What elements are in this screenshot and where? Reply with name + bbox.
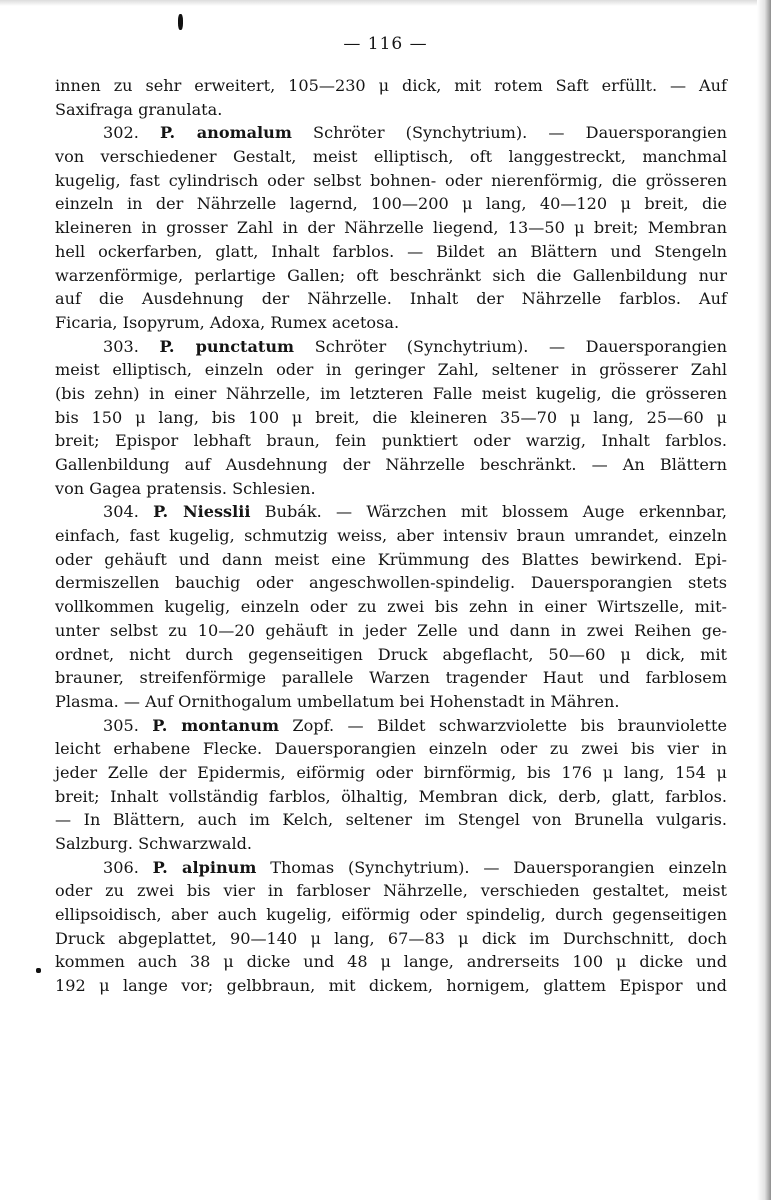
- text-line: 192 μ lange vor; gelbbraun, mit dickem, hornigem, glattem Epispor und: [55, 976, 727, 996]
- text-line: auf die Ausdehnung der Nährzelle. Inhalt der Nährzelle farblos. Auf: [55, 289, 727, 309]
- ink-speck: [36, 968, 41, 973]
- text-line: 304. P. Niesslii Bubák. — Wärzchen mit blossem Auge erkennbar,: [103, 502, 727, 522]
- text-line: Plasma. — Auf Ornithogalum umbellatum bei Hohenstadt in Mähren.: [55, 691, 620, 711]
- text-line: leicht erhabene Flecke. Dauersporangien einzeln oder zu zwei bis vier in: [55, 739, 727, 759]
- text-line: ellipsoidisch, aber auch kugelig, eiförmig oder spindelig, durch gegenseitigen: [55, 905, 727, 925]
- species-name: P. anomalum: [160, 123, 292, 143]
- ink-speck: [178, 14, 183, 30]
- text-line: ordnet, nicht durch gegenseitigen Druck abgeflacht, 50—60 μ dick, mit: [55, 644, 727, 664]
- text-line: kommen auch 38 μ dicke und 48 μ lange, andrerseits 100 μ dicke und: [55, 952, 727, 972]
- text-line: kugelig, fast cylindrisch oder selbst bohnen- oder nierenförmig, die grösseren: [55, 170, 727, 190]
- body-text: [55, 74, 727, 998]
- text-line: hell ockerfarben, glatt, Inhalt farblos. — Bildet an Blättern und Stengeln: [55, 241, 727, 261]
- text-line: Druck abgeplattet, 90—140 μ lang, 67—83 μ dick im Durchschnitt, doch: [55, 928, 727, 948]
- text-line: kleineren in grosser Zahl in der Nährzelle liegend, 13—50 μ breit; Membran: [55, 218, 727, 238]
- text-line: 305. P. montanum Zopf. — Bildet schwarzviolette bis braunviolette: [103, 715, 728, 735]
- species-name: P. alpinum: [152, 857, 257, 877]
- text-line: vollkommen kugelig, einzeln oder zu zwei bis zehn in einer Wirtszelle, mit-: [55, 597, 727, 617]
- species-name: P. montanum: [152, 715, 279, 735]
- text-line: breit; Inhalt vollständig farblos, ölhaltig, Membran dick, derb, glatt, farblos.: [55, 786, 727, 806]
- text-line: Ficaria, Isopyrum, Adoxa, Rumex acetosa.: [55, 312, 400, 332]
- text-line: bis 150 μ lang, bis 100 μ breit, die kleineren 35—70 μ lang, 25—60 μ: [55, 407, 727, 427]
- text-line: (bis zehn) in einer Nährzelle, im letzteren Falle meist kugelig, die grösseren: [55, 383, 727, 403]
- text-line: breit; Epispor lebhaft braun, fein punktiert oder warzig, Inhalt farblos.: [55, 431, 727, 451]
- text-line: Salzburg. Schwarzwald.: [55, 834, 253, 853]
- text-line: von verschiedener Gestalt, meist elliptisch, oft langgestreckt, manchmal: [55, 147, 727, 167]
- text-line: jeder Zelle der Epidermis, eiförmig oder birnförmig, bis 176 μ lang, 154 μ: [55, 762, 727, 782]
- text-line: 302. P. anomalum Schröter (Synchytrium). — Dauersporangien: [103, 123, 727, 143]
- text-line: 306. P. alpinum Thomas (Synchytrium). — Dauersporangien einzeln: [103, 857, 727, 877]
- text-line: 303. P. punctatum Schröter (Synchytrium). — Dauersporangien: [103, 336, 727, 356]
- scan-edge-top: [0, 0, 771, 6]
- text-line: einzeln in der Nährzelle lagernd, 100—200 μ lang, 40—120 μ breit, die: [55, 194, 727, 214]
- text-line: Gallenbildung auf Ausdehnung der Nährzelle beschränkt. — An Blättern: [55, 455, 727, 474]
- text-line: einfach, fast kugelig, schmutzig weiss, aber intensiv braun umrandet, einzeln: [55, 526, 727, 546]
- text-line: dermiszellen bauchig oder angeschwollen-spindelig. Dauersporangien stets: [55, 573, 727, 593]
- text-line: warzenförmige, perlartige Gallen; oft beschränkt sich die Gallenbildung nur: [55, 265, 727, 285]
- text-line: innen zu sehr erweitert, 105—230 μ dick, mit rotem Saft erfüllt. — Auf: [55, 76, 727, 95]
- text-line: meist elliptisch, einzeln oder in geringer Zahl, seltener in grösserer Zahl: [55, 360, 727, 380]
- species-name: P. punctatum: [159, 336, 295, 356]
- text-line: Saxifraga granulata.: [55, 99, 223, 119]
- text-line: brauner, streifenförmige parallele Warzen tragender Haut und farblosem: [55, 668, 727, 688]
- text-line: oder gehäuft und dann meist eine Krümmung des Blattes bewirkend. Epi-: [55, 549, 727, 569]
- page-number: — 116 —: [343, 34, 428, 54]
- text-line: oder zu zwei bis vier in farbloser Nährzelle, verschieden gestaltet, meist: [55, 881, 727, 901]
- text-line: — In Blättern, auch im Kelch, seltener im Stengel von Brunella vulgaris.: [55, 810, 727, 830]
- species-name: P. Niesslii: [153, 502, 251, 522]
- text-line: unter selbst zu 10—20 gehäuft in jeder Zelle und dann in zwei Reihen ge-: [55, 620, 727, 640]
- text-line: von Gagea pratensis. Schlesien.: [55, 478, 316, 498]
- scan-edge-right: [757, 0, 771, 1200]
